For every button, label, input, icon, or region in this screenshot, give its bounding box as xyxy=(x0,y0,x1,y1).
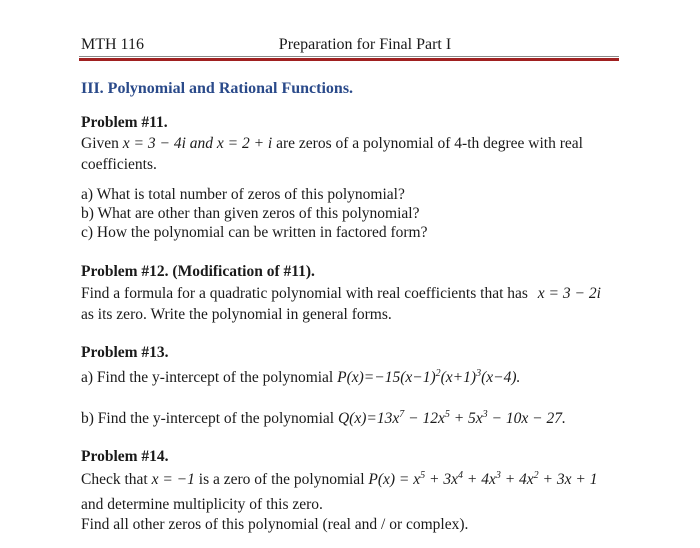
statement-tail: are zeros of a polynomial of 4-th degree with real xyxy=(276,135,583,152)
problem-14-line2: and determine multiplicity of this zero. xyxy=(81,496,323,513)
header-rule-thick xyxy=(79,58,619,61)
problem-12-statement-cont: as its zero. Write the polynomial in general forms. xyxy=(81,306,392,323)
zero-1: x = 3 − 4i xyxy=(122,135,186,152)
and-word: and xyxy=(189,135,213,152)
given-label: Given xyxy=(81,135,119,152)
problem-14-statement xyxy=(81,471,597,489)
zero: x = −1 xyxy=(151,471,195,488)
problem-11-statement xyxy=(81,135,583,153)
problem-13-a xyxy=(81,369,520,387)
zero-2: x = 2 + i xyxy=(216,135,273,152)
polynomial-q: $Q(x)=13x^7 - 12x^5 + 5x^3 - 10x - 27$. xyxy=(337,408,566,427)
header-rule-thin xyxy=(79,56,619,57)
check-label: Check that xyxy=(81,471,148,488)
part-a-text: a) Find the y-intercept of the polynomial xyxy=(81,369,334,386)
problem-11-statement-cont: coefficients. xyxy=(81,156,157,173)
question-a: a) What is total number of zeros of this polynomial? xyxy=(81,186,405,203)
statement: Find a formula for a quadratic polynomial with real coefficients that has xyxy=(81,285,528,302)
question-b: b) What are other than given zeros of this polynomial? xyxy=(81,205,420,222)
zero: x = 3 − 2i xyxy=(537,285,601,302)
mid-text: is a zero of the polynomial xyxy=(198,471,365,488)
problem-14-line3: Find all other zeros of this polynomial (real and / or complex). xyxy=(81,516,469,533)
problem-13-b xyxy=(81,410,566,428)
problem-11-heading: Problem #11. xyxy=(81,114,168,131)
problem-14-heading: Problem #14. xyxy=(81,448,169,465)
polynomial-p: $P(x)=-15(x-1)^2(x+1)^3(x-4)$. xyxy=(337,367,521,386)
problem-12-heading: Problem #12. (Modification of #11). xyxy=(81,263,315,280)
course-code: MTH 116 xyxy=(81,36,144,53)
problem-12-statement xyxy=(81,285,601,303)
polynomial-p14: $P(x) = x^5 + 3x^4 + 4x^3 + 4x^2 + 3x + 1$ xyxy=(368,469,598,488)
part-b-text: b) Find the y-intercept of the polynomial xyxy=(81,410,335,427)
section-title: III. Polynomial and Rational Functions. xyxy=(81,80,354,97)
problem-13-heading: Problem #13. xyxy=(81,344,169,361)
page-title: Preparation for Final Part I xyxy=(278,36,452,53)
question-c: c) How the polynomial can be written in factored form? xyxy=(81,224,428,241)
